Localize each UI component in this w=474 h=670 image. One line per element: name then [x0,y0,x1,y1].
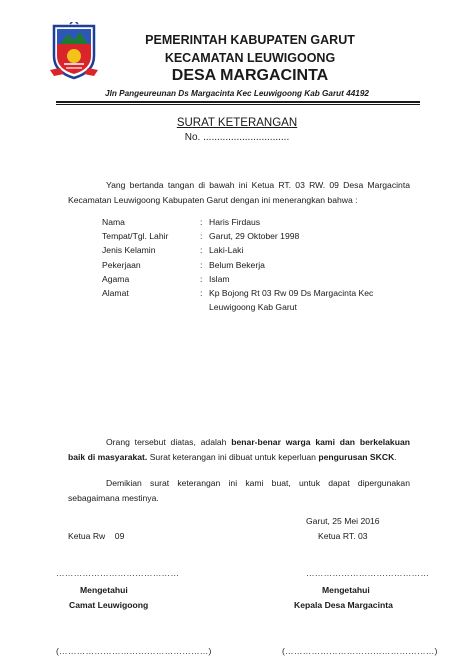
field-value: Islam [209,273,230,284]
statement-text-3: . [394,452,397,462]
statement-text-2: Surat keterangan ini dibuat untuk keperluan [147,452,319,462]
document-number: No. ............................... [184,132,290,143]
closing-paragraph [68,476,410,506]
field-value: Garut, 29 Oktober 1998 [209,231,300,242]
camat-signature-line: (……………………………………………) [56,646,212,656]
statement-bold-1: benar-benar warga kami dan berkelakuan baik di masyarakat. [68,437,410,462]
mengetahui-left: Mengetahui [80,585,128,595]
signing-date: Garut, 25 Mei 2016 [306,516,380,526]
kop-line-kecamatan: KECAMATAN LEUWIGOONG [164,51,336,65]
kop-line-desa: DESA MARGACINTA [171,67,329,84]
kades-title: Kepala Desa Margacinta [294,600,393,610]
ketua-rt-signature-line: …………………………………… [306,568,430,578]
kop-address: Jln Pangeureunan Ds Margacinta Kec Leuwigoong Kab Garut 44192 [105,89,369,98]
kop-divider-thin [56,104,420,105]
field-label: Jenis Kelamin [102,245,156,256]
camat-title: Camat Leuwigoong [69,600,149,610]
kop-divider-thick [56,101,420,103]
document-title: SURAT KETERANGAN [176,117,298,129]
ketua-rw-signature-line: …………………………………… [56,568,180,578]
field-value: Haris Firdaus [209,217,261,227]
field-label: Agama [102,273,130,284]
field-label: Tempat/Tgl. Lahir [102,231,169,242]
kades-signature-line: (……………………………………………) [282,646,438,656]
mengetahui-right: Mengetahui [322,585,370,595]
field-label: Alamat [102,287,129,298]
statement-paragraph [68,435,410,465]
field-value: Laki-Laki [209,245,244,256]
ketua-rw-label: Ketua Rw 09 [68,531,125,541]
field-label: Nama [102,217,125,227]
field-value: Kp Bojong Rt 03 Rw 09 Ds Margacinta Kec [209,287,374,298]
field-colon: : [200,259,203,270]
field-colon: : [200,287,203,298]
kabupaten-garut-emblem-icon [50,22,98,80]
statement-bold-2: pengurusan SKCK [318,452,395,462]
statement-text-1: Orang tersebut diatas, adalah [106,437,232,447]
kop-line-pemerintah: PEMERINTAH KABUPATEN GARUT [145,33,355,47]
field-colon: : [200,231,203,242]
opening-text: Yang bertanda tangan di bawah ini Ketua RT. 03 RW. 09 Desa Margacinta Kecamatan Leuwigoong Kabupaten Garut dengan ini menerangkan bahwa : [68,180,410,205]
field-label: Pekerjaan [102,259,141,270]
field-value: Belum Bekerja [209,259,265,270]
field-colon: : [200,273,203,284]
closing-text: Demikian surat keterangan ini kami buat, untuk dapat dipergunakan sebagaimana mestinya. [68,478,410,503]
field-value-line2: Leuwigoong Kab Garut [209,302,297,313]
field-colon: : [200,217,203,227]
ketua-rt-label: Ketua RT. 03 [318,531,368,541]
opening-paragraph [68,178,410,208]
field-colon: : [200,245,203,256]
